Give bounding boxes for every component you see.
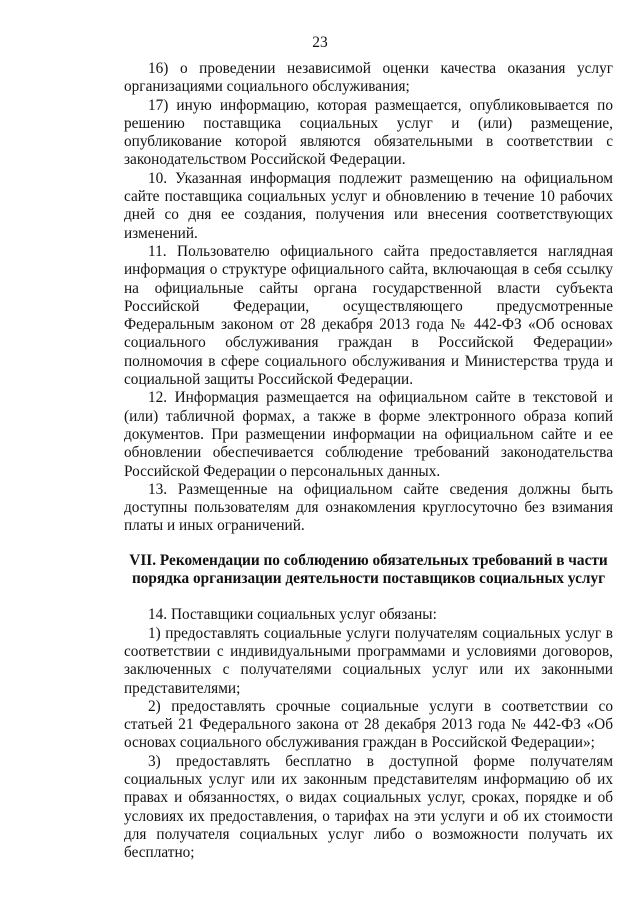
clause-11: 11. Пользователю официального сайта предоставляется наглядная информация о структуре официального сайта, включающая в себя ссылку на официальные сайты органа государственной власти субъекта Российской Федерации, осуществляющего предусмотренные Федеральным законом от 28 декабря 2013 года № 442-ФЗ «Об основах социального обслуживания граждан в Российской Федерации» полномочия в сфере социального обслуживания и Министерства труда и социальной защиты Российской Федерации.	[124, 242, 613, 389]
list-item-3: 3) предоставлять бесплатно в доступной форме получателям социальных услуг или их законным представителям информацию об их правах и обязанностях, о видах социальных услуг, сроках, порядке и об условиях их предоставления, о тарифах на эти услуги и об их стоимости для получателя социальных услуг либо о возможности получать их бесплатно;	[124, 752, 613, 862]
document-body	[124, 60, 613, 862]
list-item-16: 16) о проведении независимой оценки качества оказания услуг организациями социального обслуживания;	[124, 60, 613, 96]
list-item-1: 1) предоставлять социальные услуги получателям социальных услуг в соответствии с индивидуальными программами и условиями договоров, заключенных с получателями социальных услуг или их законными представителями;	[124, 624, 613, 697]
clause-13: 13. Размещенные на официальном сайте сведения должны быть доступны пользователям для ознакомления круглосуточно без взимания платы и иных ограничений.	[124, 480, 613, 535]
section-heading: VII. Рекомендации по соблюдению обязательных требований в части порядка организации деятельности поставщиков социальных услуг	[129, 551, 608, 588]
clause-10: 10. Указанная информация подлежит размещению на официальном сайте поставщика социальных услуг и обновлению в течение 10 рабочих дней со дня ее создания, получения или внесения соответствующих изменений.	[124, 169, 613, 242]
clause-12: 12. Информация размещается на официальном сайте в текстовой и (или) табличной формах, а также в форме электронного образа копий документов. При размещении информации на официальном сайте и ее обновлении обеспечивается соблюдение требований законодательства Российской Федерации о персональных данных.	[124, 389, 613, 480]
list-item-2: 2) предоставлять срочные социальные услуги в соответствии со статьей 21 Федерального закона от 28 декабря 2013 года № 442-ФЗ «Об основах социального обслуживания граждан в Российской Федерации»;	[124, 697, 613, 752]
clause-14: 14. Поставщики социальных услуг обязаны:	[148, 606, 437, 624]
page-number: 23	[312, 34, 328, 51]
list-item-17: 17) иную информацию, которая размещается, опубликовывается по решению поставщика социальных услуг и (или) размещение, опубликование которой являются обязательными в соответствии с законодательством Российской Федерации.	[124, 96, 613, 169]
